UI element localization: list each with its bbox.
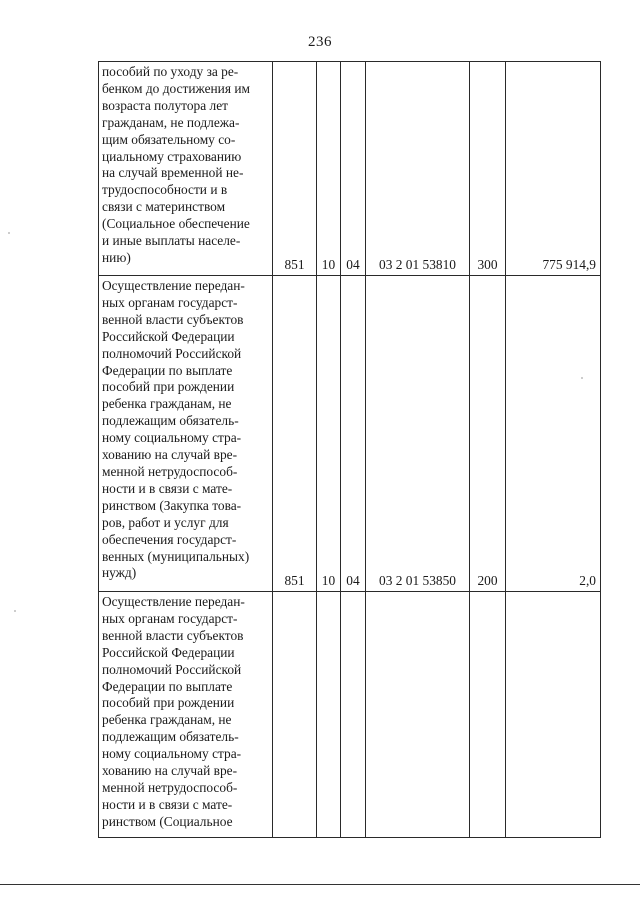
scan-speck [581,377,583,379]
expense-name-line: ринством (Закупка това- [102,497,242,513]
expense-name-line: Федерации по выплате [102,678,233,694]
expense-name-line: Российской Федерации [102,644,235,660]
amount-cell: 775 914,9 [506,62,601,276]
expense-name-line: подлежащим обязатель- [102,413,239,429]
grbs-code-cell: 851 [273,62,317,276]
expense-name-line: ному социальному стра- [102,746,242,762]
expense-name-line: хованию на случай вре- [102,447,238,463]
subsection-code-cell: 04 [341,276,366,592]
expense-name-line: возраста полутора лет [102,97,229,113]
expense-name-line: полномочий Российской [102,345,242,361]
budget-table-body [99,62,601,838]
expense-name-line: Федерации по выплате [102,362,233,378]
grbs-code-cell [273,592,317,838]
expense-name-line: Осуществление передан- [102,278,245,293]
expense-name-line: полномочий Российской [102,661,242,677]
table-row [99,62,601,276]
expense-name-line: ных органам государст- [102,610,238,626]
expense-name-line: ности и в связи с мате- [102,796,233,812]
expense-name-line: пособий при рождении [102,379,235,395]
expense-name-line: менной нетрудоспособ- [102,463,238,479]
expense-name-line: ринством (Социальное [102,813,233,829]
expense-name-line: обеспечения государст- [102,531,237,547]
expense-name-line: Осуществление передан- [102,594,245,609]
page-number: 236 [308,34,332,50]
expense-type-code-cell: 200 [470,276,506,592]
table-row [99,276,601,592]
expense-name-line: ному социальному стра- [102,430,242,446]
subsection-code-cell: 04 [341,62,366,276]
expense-name-line: гражданам, не подлежа- [102,114,240,130]
section-code-cell [317,592,341,838]
expense-name-line: ных органам государст- [102,294,238,310]
expense-name-line: и иные выплаты населе- [102,233,241,249]
expense-name-cell [99,276,273,592]
expense-name-line: нужд) [102,565,137,581]
expense-name-line: бенком до достижения им [102,80,250,96]
expense-name-line: (Социальное обеспечение [102,216,250,232]
amount-cell [506,592,601,838]
scan-speck [8,232,10,234]
budget-table [98,61,601,838]
expense-name-line: Российской Федерации [102,328,235,344]
expense-name-line: на случай временной не- [102,165,244,181]
expense-name-line: менной нетрудоспособ- [102,779,238,795]
subsection-code-cell [341,592,366,838]
section-code-cell: 10 [317,62,341,276]
expense-name-line: венной власти субъектов [102,627,244,643]
expense-name-cell [99,592,273,838]
expense-name-line: подлежащим обязатель- [102,729,239,745]
scan-speck [14,610,16,612]
expense-name-line: трудоспособности и в [102,182,228,198]
expense-name-line: ров, работ и услуг для [102,514,229,530]
table-row [99,592,601,838]
expense-name-line: венной власти субъектов [102,311,244,327]
expense-name-line: венных (муниципальных) [102,548,250,564]
expense-name-line: связи с материнством [102,199,226,215]
expense-name-line: ребенка гражданам, не [102,396,232,412]
page-bottom-rule [0,884,640,885]
target-article-code-cell [366,592,470,838]
expense-name-line: пособий при рождении [102,695,235,711]
amount-cell: 2,0 [506,276,601,592]
target-article-code-cell: 03 2 01 53810 [366,62,470,276]
expense-name-line: нию) [102,249,131,265]
expense-name-cell [99,62,273,276]
expense-name-line: циальному страхованию [102,148,242,164]
expense-name-line: щим обязательному со- [102,131,236,147]
expense-name-line: ности и в связи с мате- [102,480,233,496]
expense-name-line: хованию на случай вре- [102,763,238,779]
target-article-code-cell: 03 2 01 53850 [366,276,470,592]
expense-name-line: ребенка гражданам, не [102,712,232,728]
section-code-cell: 10 [317,276,341,592]
expense-type-code-cell [470,592,506,838]
expense-name-line: пособий по уходу за ре- [102,64,239,79]
expense-type-code-cell: 300 [470,62,506,276]
grbs-code-cell: 851 [273,276,317,592]
